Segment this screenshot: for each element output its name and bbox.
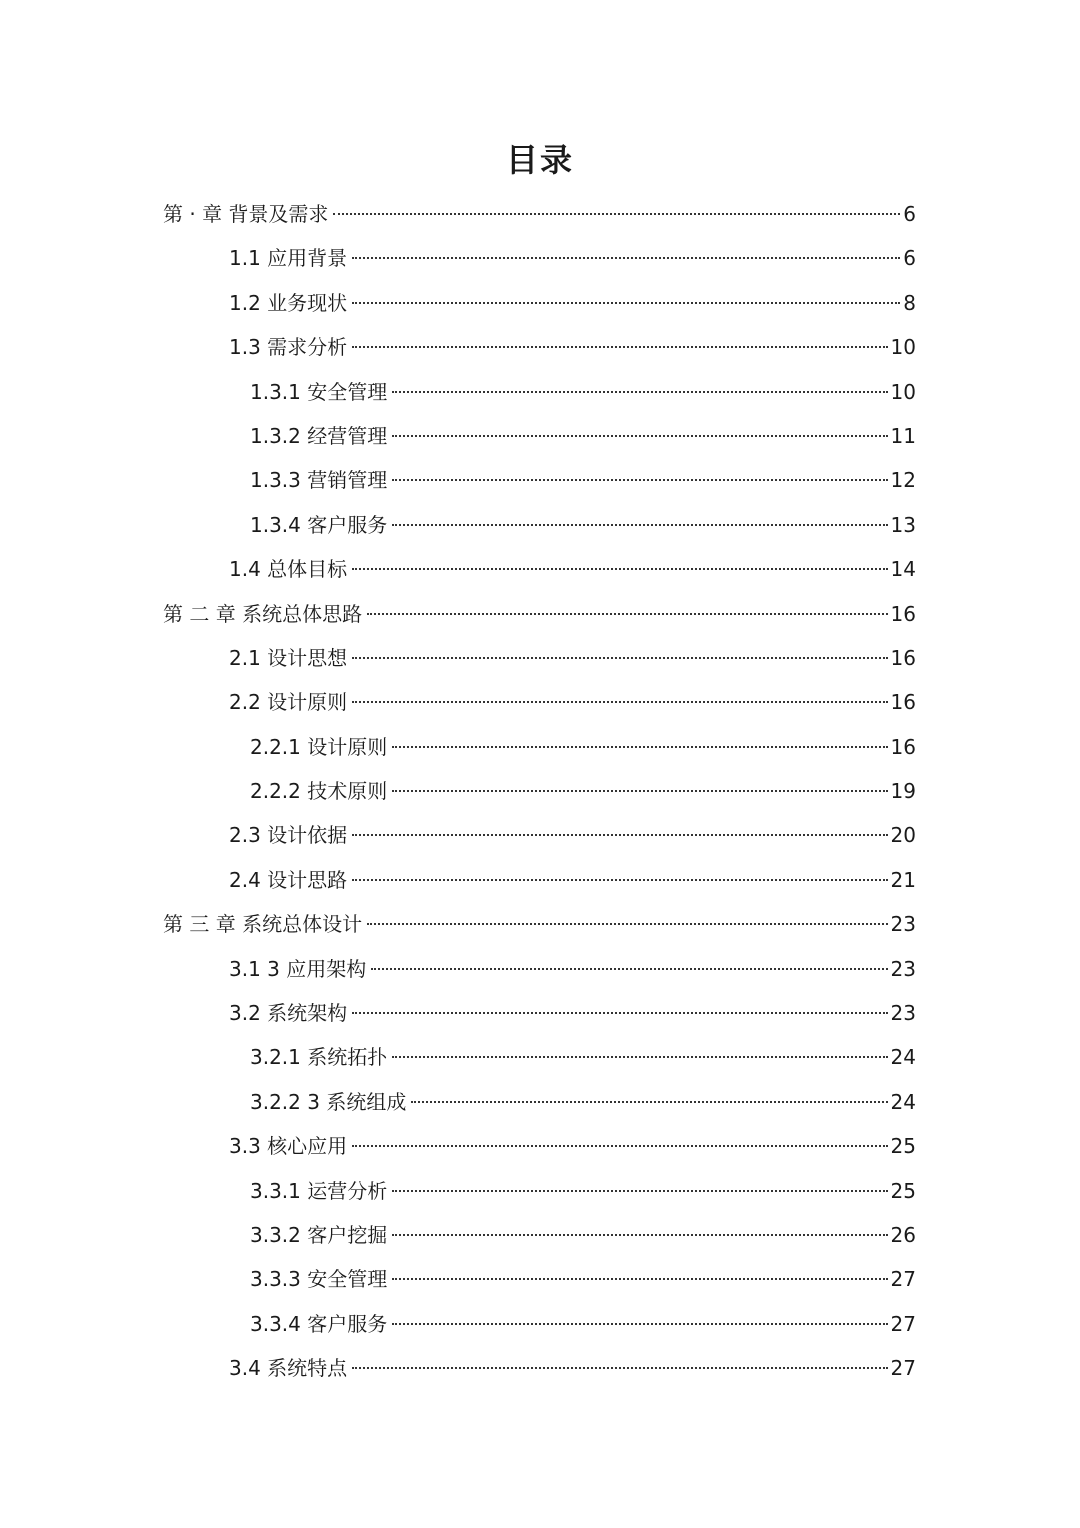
toc-entry-label: 第 · 章 背景及需求 bbox=[163, 202, 329, 226]
toc-entry-page-number: 16 bbox=[890, 734, 916, 759]
toc-section-entry[interactable] bbox=[0, 281, 1080, 325]
toc-entry-label: 2.2 设计原则 bbox=[229, 690, 348, 715]
dot-leader bbox=[392, 524, 887, 526]
toc-subsection-entry[interactable] bbox=[0, 1213, 1080, 1257]
toc-section-entry[interactable] bbox=[0, 813, 1080, 857]
toc-entry-page-number: 16 bbox=[890, 690, 916, 715]
toc-entry-page-number: 25 bbox=[890, 1178, 916, 1203]
dot-leader bbox=[352, 1367, 887, 1369]
toc-subsection-entry[interactable] bbox=[0, 1257, 1080, 1301]
toc-section-entry[interactable] bbox=[0, 236, 1080, 280]
dot-leader bbox=[367, 923, 887, 925]
toc-subsection-entry[interactable] bbox=[0, 370, 1080, 414]
toc-entry-page-number: 27 bbox=[890, 1311, 916, 1336]
toc-subsection-entry[interactable] bbox=[0, 1302, 1080, 1346]
toc-section-entry[interactable] bbox=[0, 991, 1080, 1035]
dot-leader bbox=[352, 1145, 887, 1147]
dot-leader bbox=[392, 1323, 887, 1325]
toc-subsection-entry[interactable] bbox=[0, 769, 1080, 813]
toc-entry-page-number: 10 bbox=[890, 379, 916, 404]
dot-leader bbox=[392, 1234, 887, 1236]
toc-section-entry[interactable] bbox=[0, 947, 1080, 991]
toc-entry-label: 3.4 系统特点 bbox=[229, 1356, 348, 1381]
toc-entry-label: 2.2.1 设计原则 bbox=[250, 734, 388, 759]
toc-entry-label: 第 二 章 系统总体思路 bbox=[163, 601, 363, 626]
dot-leader bbox=[392, 1056, 887, 1058]
dot-leader bbox=[352, 879, 887, 881]
toc-entry-page-number: 16 bbox=[890, 645, 916, 670]
dot-leader bbox=[352, 346, 887, 348]
toc-entry-label: 1.2 业务现状 bbox=[229, 290, 348, 315]
toc-entry-page-number: 24 bbox=[890, 1045, 916, 1070]
toc-subsection-entry[interactable] bbox=[0, 725, 1080, 769]
toc-entry-page-number: 23 bbox=[890, 912, 916, 937]
toc-entry-label: 1.3.2 经营管理 bbox=[250, 423, 388, 448]
page-title: 目录 bbox=[505, 141, 574, 179]
toc-entry-page-number: 27 bbox=[890, 1356, 916, 1381]
toc-entry-label: 第 三 章 系统总体设计 bbox=[163, 912, 363, 937]
dot-leader bbox=[411, 1101, 887, 1103]
toc-chapter-entry[interactable] bbox=[0, 902, 1080, 946]
dot-leader bbox=[392, 790, 887, 792]
toc-entry-page-number: 13 bbox=[890, 512, 916, 537]
toc-entry-page-number: 23 bbox=[890, 956, 916, 981]
toc-entry-page-number: 27 bbox=[890, 1267, 916, 1292]
dot-leader bbox=[352, 568, 887, 570]
dot-leader bbox=[392, 391, 887, 393]
toc-section-entry[interactable] bbox=[0, 1346, 1080, 1390]
toc-section-entry[interactable] bbox=[0, 1124, 1080, 1168]
toc-entry-label: 2.4 设计思路 bbox=[229, 867, 348, 892]
toc-section-entry[interactable] bbox=[0, 680, 1080, 724]
toc-entry-label: 1.3 需求分析 bbox=[229, 335, 348, 360]
toc-entry-label: 1.3.1 安全管理 bbox=[250, 379, 388, 404]
toc-entry-page-number: 14 bbox=[890, 557, 916, 582]
toc-entry-label: 3.2.2 3 系统组成 bbox=[250, 1089, 407, 1114]
toc-entry-label: 2.1 设计思想 bbox=[229, 645, 348, 670]
dot-leader bbox=[352, 657, 887, 659]
toc-subsection-entry[interactable] bbox=[0, 1035, 1080, 1079]
toc-subsection-entry[interactable] bbox=[0, 458, 1080, 502]
dot-leader bbox=[352, 834, 887, 836]
toc-entry-label: 3.1 3 应用架构 bbox=[229, 956, 367, 981]
dot-leader bbox=[392, 435, 887, 437]
toc-entry-page-number: 21 bbox=[890, 867, 916, 892]
toc-entry-page-number: 25 bbox=[890, 1134, 916, 1159]
toc-section-entry[interactable] bbox=[0, 636, 1080, 680]
toc-entry-page-number: 8 bbox=[903, 290, 916, 315]
dot-leader bbox=[392, 1278, 887, 1280]
toc-entry-label: 1.3.3 营销管理 bbox=[250, 468, 388, 493]
dot-leader bbox=[392, 1190, 887, 1192]
toc-chapter-entry[interactable] bbox=[0, 192, 1080, 236]
toc-entry-page-number: 11 bbox=[890, 423, 916, 448]
dot-leader bbox=[367, 613, 887, 615]
toc-entry-page-number: 20 bbox=[890, 823, 916, 848]
toc-entry-page-number: 24 bbox=[890, 1089, 916, 1114]
toc-subsection-entry[interactable] bbox=[0, 1169, 1080, 1213]
toc-chapter-entry[interactable] bbox=[0, 592, 1080, 636]
toc-entry-page-number: 12 bbox=[890, 468, 916, 493]
dot-leader bbox=[352, 302, 900, 304]
dot-leader bbox=[392, 746, 887, 748]
dot-leader bbox=[352, 1012, 887, 1014]
dot-leader bbox=[333, 213, 900, 215]
toc-entry-page-number: 10 bbox=[890, 335, 916, 360]
dot-leader bbox=[371, 968, 887, 970]
toc-entry-label: 3.2 系统架构 bbox=[229, 1001, 348, 1026]
toc-entry-label: 3.3.2 客户挖掘 bbox=[250, 1222, 388, 1247]
toc-entry-label: 3.3.1 运营分析 bbox=[250, 1178, 388, 1203]
toc-subsection-entry[interactable] bbox=[0, 1080, 1080, 1124]
toc-entry-label: 1.3.4 客户服务 bbox=[250, 512, 388, 537]
toc-entry-label: 3.3.3 安全管理 bbox=[250, 1267, 388, 1292]
toc-entry-label: 3.3 核心应用 bbox=[229, 1134, 348, 1159]
toc-section-entry[interactable] bbox=[0, 547, 1080, 591]
toc-entry-label: 2.3 设计依据 bbox=[229, 823, 348, 848]
dot-leader bbox=[392, 479, 887, 481]
toc-subsection-entry[interactable] bbox=[0, 503, 1080, 547]
toc-entry-label: 3.3.4 客户服务 bbox=[250, 1311, 388, 1336]
dot-leader bbox=[352, 701, 887, 703]
toc-section-entry[interactable] bbox=[0, 858, 1080, 902]
toc-entry-page-number: 19 bbox=[890, 779, 916, 804]
toc-entry-page-number: 23 bbox=[890, 1001, 916, 1026]
toc-entry-label: 1.4 总体目标 bbox=[229, 557, 348, 582]
table-of-contents bbox=[0, 192, 1080, 1391]
toc-entry-label: 2.2.2 技术原则 bbox=[250, 779, 388, 804]
toc-subsection-entry[interactable] bbox=[0, 414, 1080, 458]
toc-entry-page-number: 26 bbox=[890, 1222, 916, 1247]
toc-entry-label: 1.1 应用背景 bbox=[229, 246, 348, 271]
toc-entry-page-number: 6 bbox=[903, 202, 916, 226]
toc-entry-page-number: 6 bbox=[903, 246, 916, 271]
toc-section-entry[interactable] bbox=[0, 325, 1080, 369]
toc-entry-label: 3.2.1 系统拓扑 bbox=[250, 1045, 388, 1070]
toc-entry-page-number: 16 bbox=[890, 601, 916, 626]
dot-leader bbox=[352, 257, 900, 259]
